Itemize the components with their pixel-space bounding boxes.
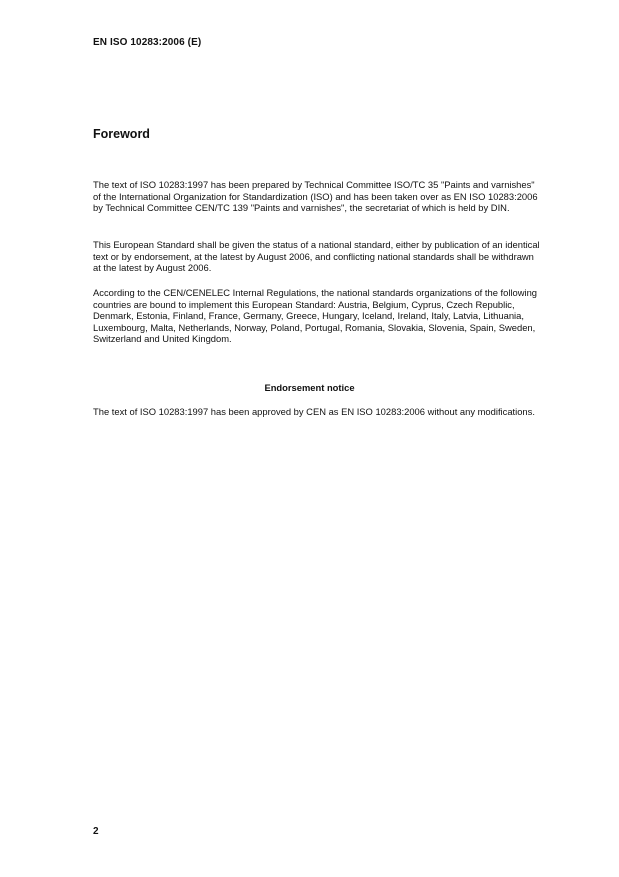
document-id-header: EN ISO 10283:2006 (E) <box>93 37 202 48</box>
foreword-paragraph: According to the CEN/CENELEC Internal Regulations, the national standards organizations of the following countries are bound to implement this European Standard: Austria, Belgium, Cyprus, Czech Republic, Denmark, Estonia, Finland, France, Germany, Greece, Hungary, Iceland, Ireland, Italy, Latvia, Lithuania, Luxembourg, Malta, Netherlands, Norway, Poland, Portugal, Romania, Slovakia, Slovenia, Spain, Sweden, Switzerland and United Kingdom. <box>93 287 538 345</box>
endorsement-heading: Endorsement notice <box>264 382 355 393</box>
foreword-heading: Foreword <box>93 127 150 141</box>
foreword-paragraph: This European Standard shall be given the status of a national standard, either by publication of an identical text or by endorsement, at the latest by August 2006, and conflicting national standards shall be withdrawn at the latest by August 2006. <box>93 239 540 274</box>
endorsement-paragraph: The text of ISO 10283:1997 has been approved by CEN as EN ISO 10283:2006 without any modifications. <box>93 406 535 417</box>
foreword-paragraph: The text of ISO 10283:1997 has been prepared by Technical Committee ISO/TC 35 "Paints and varnishes" of the International Organization for Standardization (ISO) and has been taken over as EN ISO 10283:2006 by Technical Committee CEN/TC 139 "Paints and varnishes", the secretariat of which is held by DIN. <box>93 179 538 214</box>
page-number: 2 <box>93 826 99 837</box>
